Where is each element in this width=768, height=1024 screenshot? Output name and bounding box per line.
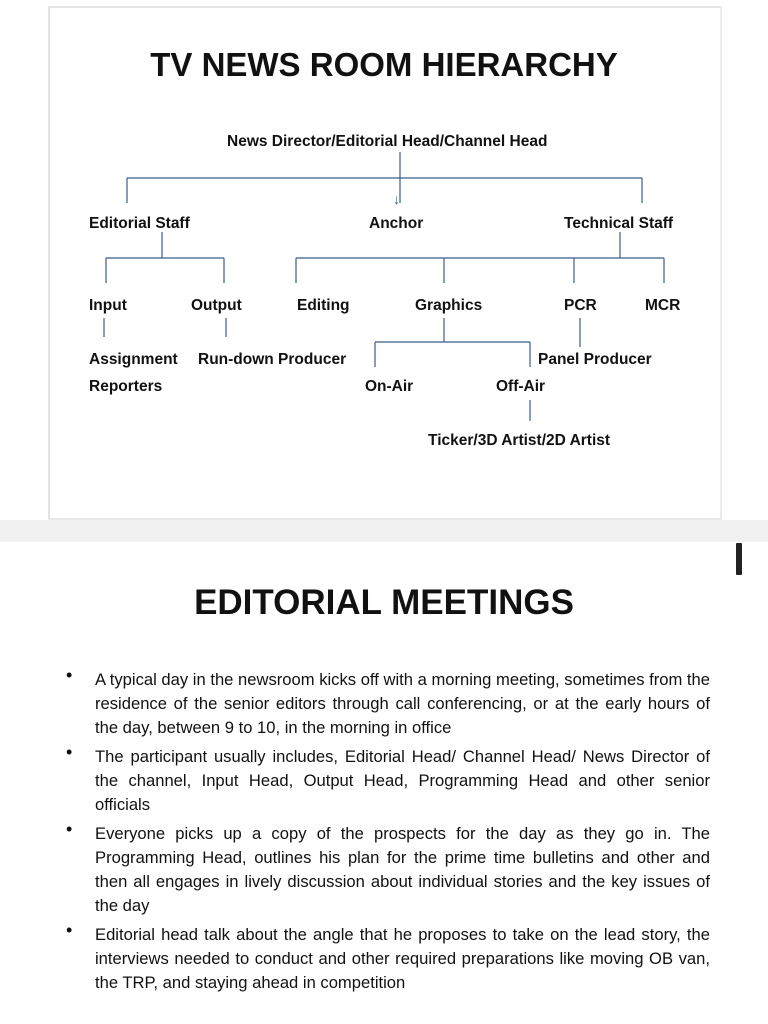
node-off-air: Off-Air [496, 378, 546, 395]
arrow-down-icon: ↓ [393, 191, 400, 207]
node-output: Output [191, 297, 242, 314]
bullet-text: Editorial head talk about the angle that he proposes to take on the lead story, the interviews needed to conduct and other required preparations like moving OB van, the TRP, and staying ahead in competition [95, 925, 710, 992]
list-item [62, 819, 710, 918]
node-technical-staff: Technical Staff [564, 215, 674, 232]
node-input: Input [89, 297, 127, 314]
slide-gap [0, 520, 768, 542]
hierarchy-title: TV NEWS ROOM HIERARCHY [150, 46, 618, 83]
list-item [62, 665, 710, 740]
node-editorial-staff: Editorial Staff [89, 215, 190, 232]
bullet-text: Everyone picks up a copy of the prospects for the day as they go in. The Programming Head, outlines his plan for the prime time bulletins and other and then all engages in lively discussion about individual stories and the key issues of the day [95, 824, 710, 915]
node-on-air: On-Air [365, 378, 414, 395]
bullet-icon: • [66, 665, 73, 685]
bullet-icon: • [66, 742, 73, 762]
node-reporters: Reporters [89, 378, 163, 395]
node-anchor: Anchor [369, 215, 424, 232]
node-rundown-producer: Run-down Producer [198, 351, 347, 368]
scrollbar-thumb[interactable] [736, 543, 742, 575]
top-node-news-director: News Director/Editorial Head/Channel Head [227, 133, 548, 150]
meetings-bullet-list [62, 665, 710, 1000]
bullet-icon: • [66, 920, 73, 940]
node-panel-producer: Panel Producer [538, 351, 652, 368]
node-pcr: PCR [564, 297, 597, 314]
bullet-text: The participant usually includes, Editorial Head/ Channel Head/ News Director of the channel, Input Head, Output Head, Programming Head and other senior officials [95, 747, 710, 814]
meetings-title: EDITORIAL MEETINGS [194, 583, 574, 622]
node-mcr: MCR [645, 297, 681, 314]
node-assignment: Assignment [89, 351, 178, 368]
node-graphics: Graphics [415, 297, 483, 314]
bullet-icon: • [66, 819, 73, 839]
list-item [62, 920, 710, 995]
node-editing: Editing [297, 297, 350, 314]
list-item [62, 742, 710, 817]
bullet-text: A typical day in the newsroom kicks off with a morning meeting, sometimes from the residence of the senior editors through call conferencing, or at the early hours of the day, between 9 to 10, in the morning in office [95, 670, 710, 737]
node-ticker-artist: Ticker/3D Artist/2D Artist [428, 432, 611, 449]
